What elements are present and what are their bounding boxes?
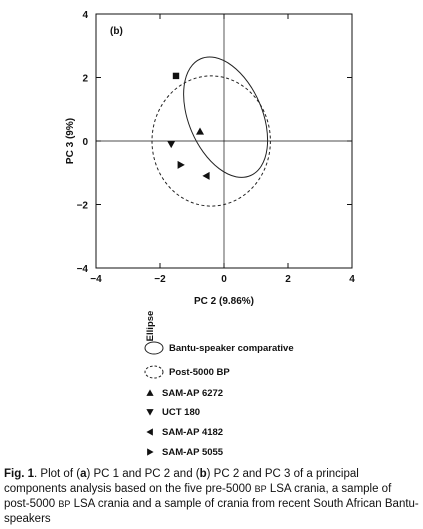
x-tick-label: 0 — [221, 274, 227, 285]
x-tick-label: 4 — [349, 274, 355, 285]
legend-label-sam-ap-4182: SAM-AP 4182 — [162, 427, 224, 438]
legend-label-sam-ap-6272: SAM-AP 6272 — [162, 388, 224, 399]
legend-title: Ellipse — [145, 310, 156, 342]
point-uct-180 — [167, 141, 175, 148]
caption-bp-1: BP — [254, 484, 267, 494]
legend-label-post-5000-bp: Post-5000 BP — [169, 367, 230, 378]
caption-bp-2: BP — [58, 499, 71, 509]
caption-text-2: ) PC 1 and PC 2 and ( — [86, 468, 200, 480]
caption-fig-label: Fig. 1 — [4, 468, 35, 480]
x-tick-label: −2 — [154, 274, 166, 285]
caption-panel-a: a — [80, 468, 87, 480]
point-sam-ap-5055 — [178, 161, 185, 169]
caption-text-3: ) PC 2 and PC 3 of a principal components analysis based on the five pre-5000 — [4, 468, 359, 495]
point-sam-ap-4182 — [202, 172, 209, 180]
y-tick-label: 0 — [82, 137, 88, 148]
legend-marker-sam-ap-5055 — [147, 448, 153, 455]
y-tick-label: −4 — [76, 264, 88, 275]
legend — [145, 311, 294, 465]
caption-text-1: . Plot of ( — [34, 468, 81, 480]
legend-label-sam-ap-5055: SAM-AP 5055 — [162, 447, 224, 458]
caption-panel-b: b — [199, 468, 207, 480]
legend-label-uct-180: UCT 180 — [162, 407, 201, 418]
y-tick-label: −2 — [76, 200, 88, 212]
point-uct-156 — [173, 73, 179, 79]
legend-marker-uct-180 — [146, 409, 153, 415]
y-tick-label: 4 — [82, 10, 88, 21]
legend-label-bantu-speaker-comparative: Bantu-speaker comparative — [169, 343, 294, 354]
plot-area — [65, 10, 355, 307]
y-axis-label: PC 3 (9%) — [65, 117, 76, 165]
figure-caption — [4, 467, 420, 527]
x-tick-label: 2 — [285, 274, 291, 285]
legend-marker-sam-ap-6272 — [146, 389, 153, 395]
legend-bantu-ellipse-icon — [145, 342, 163, 354]
caption-text-5: LSA crania and a sample of crania from recent South African Bantu-speakers — [4, 498, 419, 525]
y-tick-label: 2 — [82, 73, 88, 85]
caption-text-4: LSA crania, a sample of post-5000 — [4, 483, 392, 510]
x-axis-label: PC 2 (9.86%) — [193, 296, 255, 307]
point-sam-ap-6272 — [196, 127, 204, 134]
legend-marker-sam-ap-4182 — [146, 428, 152, 435]
x-tick-label: −4 — [90, 274, 102, 285]
panel-label: (b) — [110, 26, 123, 37]
legend-post-5000bp-ellipse-icon — [145, 366, 163, 378]
